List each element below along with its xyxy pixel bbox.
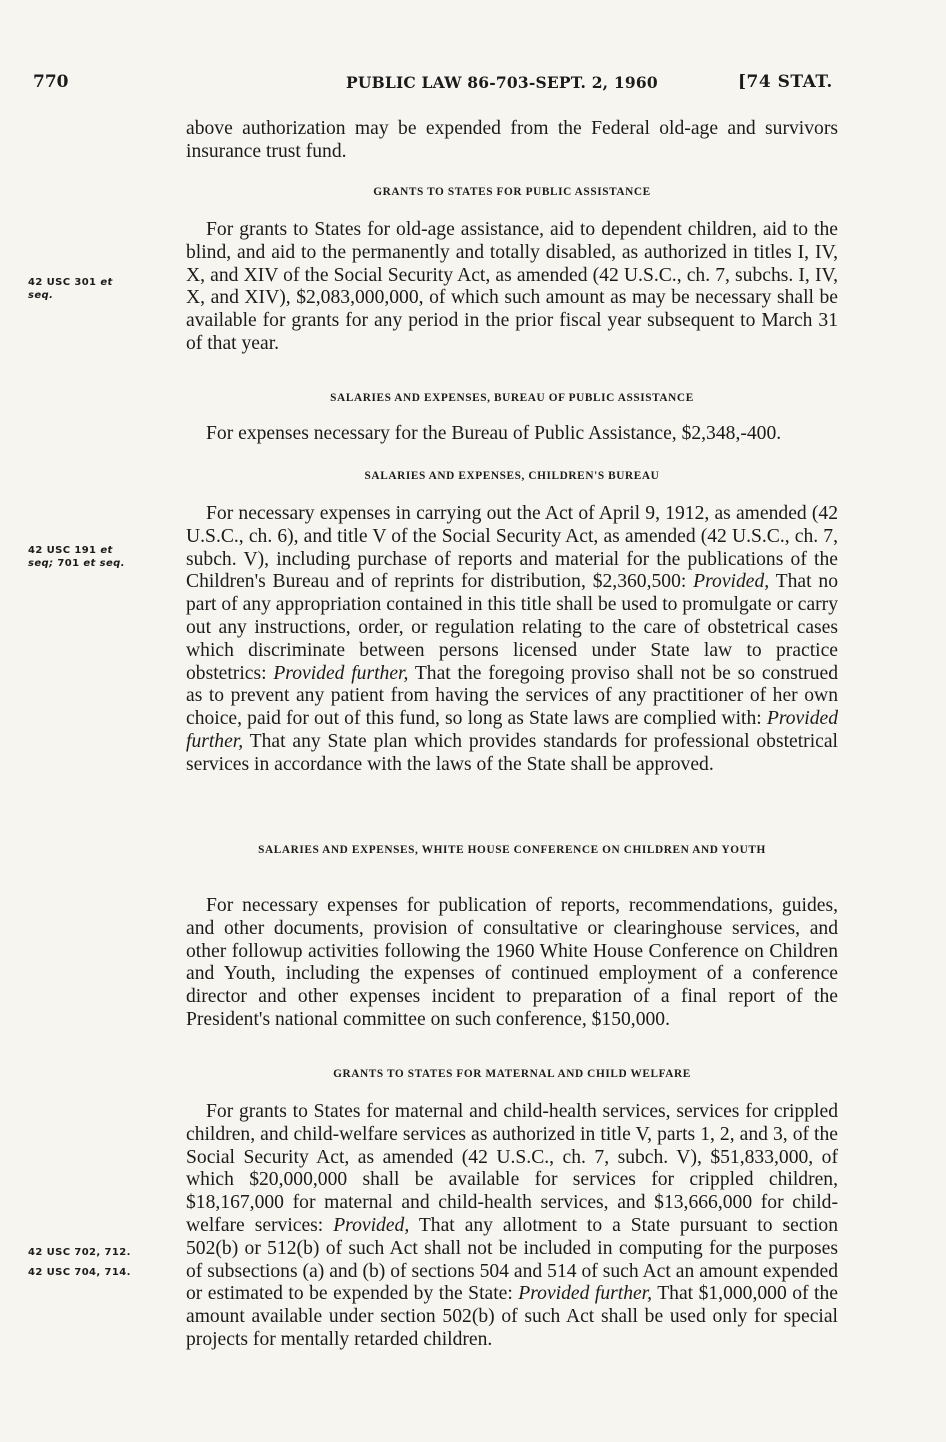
paragraph-text: For expenses necessary for the Bureau of Public Assistance, $2,348,-400.: [206, 423, 782, 444]
paragraph-childrens-bureau: [186, 503, 838, 777]
section-heading-maternal-child-welfare: GRANTS TO STATES FOR MATERNAL AND CHILD WELFARE: [333, 1068, 691, 1080]
section-heading-white-house-conference: SALARIES AND EXPENSES, WHITE HOUSE CONFERENCE ON CHILDREN AND YOUTH: [258, 844, 766, 856]
paragraph-text: For necessary expenses in carrying out the Act of April 9, 1912, as amended (42 U.S.C., ch. 6), and title V of the Social Security Act, as amended (42 U.S.C., ch. 7, subch. V), including purchase of reports and material for the publications of the Children's Bureau and of reprints for distribution, $2,360,500: Provided, That no part of any appropriation contained in this title shall be used to promulgate or carry out any instructions, order, or regulation relating to the care of obstetrical cases which discriminate between persons licensed under State law to practice obstetrics: Provided further, That the foregoing proviso shall not be so construed as to prevent any patient from having the services of any practitioner of her own choice, paid for out of this fund, so long as State laws are complied with: Provided further, That any State plan which provides standards for professional obstetrical services in accordance with the laws of the State shall be approved.: [186, 503, 839, 775]
statute-volume: [74 STAT.: [738, 72, 833, 92]
page-number: 770: [33, 72, 69, 92]
paragraph-text: For grants to States for old-age assistance, aid to dependent children, aid to the blind, and aid to the permanently and totally disabled, as authorized in titles I, IV, X, and XIV of the Social Security Act, as amended (42 U.S.C., ch. 7, subchs. I, IV, X, and XIV), $2,083,000,000, of which such amount as may be necessary shall be available for grants for any period in the prior fiscal year subsequent to March 31 of that year.: [186, 219, 838, 354]
intro-text: above authorization may be expended from the Federal old-age and survivors insurance trust fund.: [186, 118, 838, 162]
running-title: PUBLIC LAW 86-703-SEPT. 2, 1960: [346, 73, 658, 92]
margin-note-704: 42 USC 704, 714.: [28, 1267, 131, 1278]
paragraph-public-assistance: [186, 219, 838, 356]
paragraph-white-house-conference: [186, 895, 838, 1032]
paragraph-maternal-child-welfare: [186, 1101, 838, 1352]
section-heading-childrens-bureau: SALARIES AND EXPENSES, CHILDREN'S BUREAU: [364, 470, 660, 482]
paragraph-bureau-public-assistance: [186, 423, 838, 446]
paragraph-text: For necessary expenses for publication of reports, recommendations, guides, and other documents, provision of consultative or clearinghouse services, and other followup activities following the 1960 White House Conference on Children and Youth, including the expenses of continued employment of a conference director and other expenses incident to preparation of a final report of the President's national committee on such conference, $150,000.: [186, 895, 838, 1030]
page-header: [33, 72, 846, 96]
section-heading-public-assistance: GRANTS TO STATES FOR PUBLIC ASSISTANCE: [373, 186, 651, 198]
section-heading-bureau-public-assistance: SALARIES AND EXPENSES, BUREAU OF PUBLIC ASSISTANCE: [330, 392, 694, 404]
margin-note-702: 42 USC 702, 712.: [28, 1247, 131, 1258]
paragraph-text: For grants to States for maternal and child-health services, services for crippled children, and child-welfare services as authorized in title V, parts 1, 2, and 3, of the Social Security Act, as amended (42 U.S.C., ch. 7, subch. V), $51,833,000, of which $20,000,000 shall be available for services for crippled children, $18,167,000 for maternal and child-health services, and $13,666,000 for child-welfare services: Provided, That any allotment to a State pursuant to section 502(b) or 512(b) of such Act shall not be included in computing for the purposes of subsections (a) and (b) of sections 504 and 514 of such Act an amount expended or estimated to be expended by the State: Provided further, That $1,000,000 of the amount available under section 502(b) of such Act shall be used only for special projects for mentally retarded children.: [186, 1101, 839, 1350]
margin-note-191: 42 USC 191 et seq; 701 et seq.: [28, 545, 125, 569]
intro-paragraph: [186, 118, 838, 164]
margin-note-301: 42 USC 301 et seq.: [28, 277, 113, 301]
